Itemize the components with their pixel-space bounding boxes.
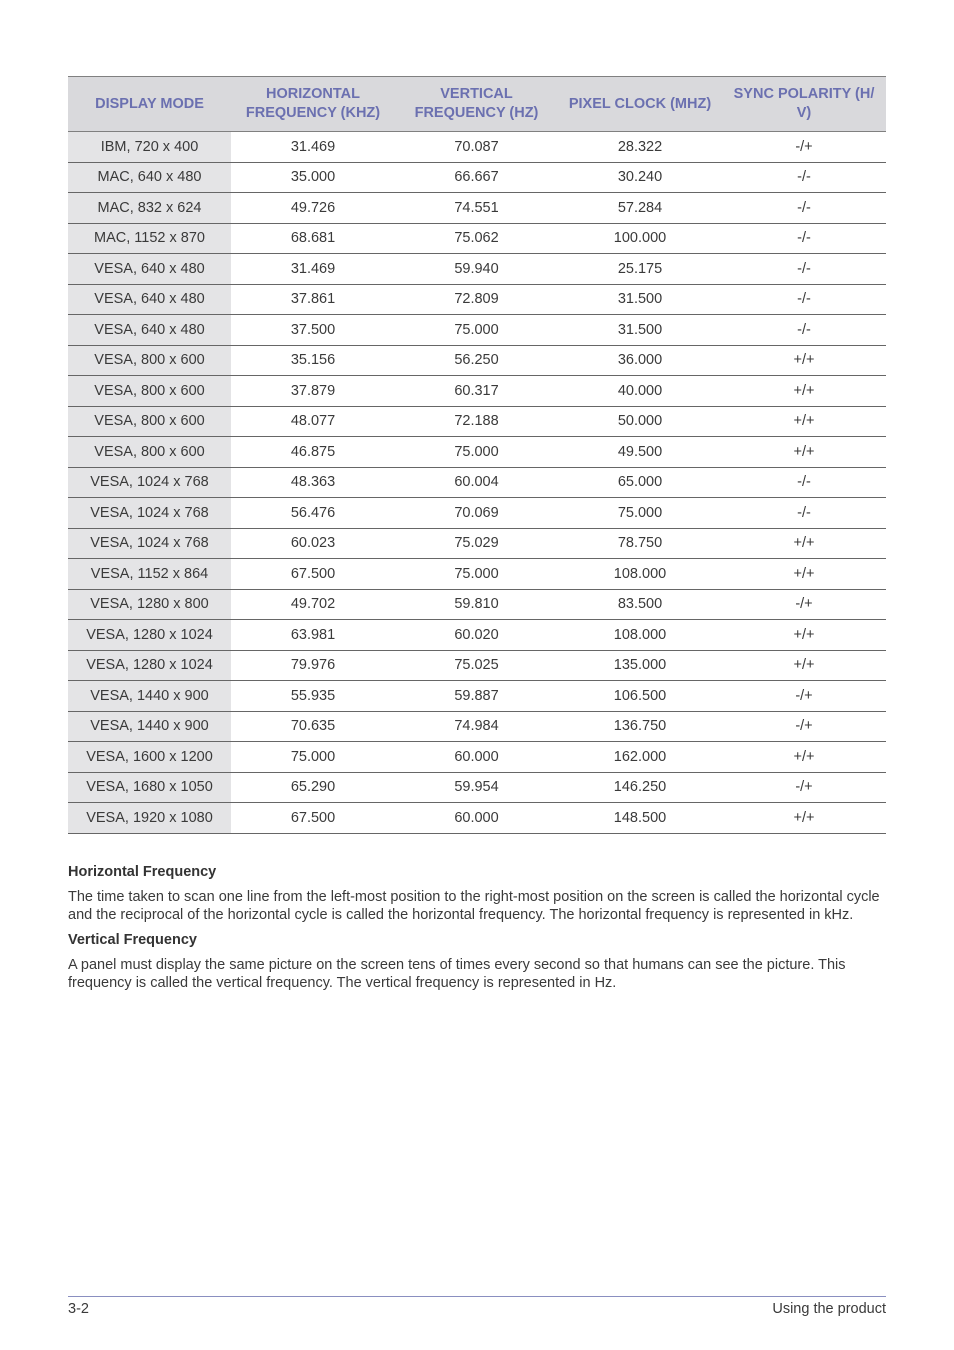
sync-polarity-cell: +/+	[722, 437, 886, 468]
vertical-frequency-cell: 74.551	[395, 193, 558, 224]
display-mode-cell: VESA, 800 x 600	[68, 376, 231, 407]
pixel-clock-cell: 30.240	[558, 162, 722, 193]
horizontal-frequency-cell: 37.861	[231, 284, 395, 315]
display-mode-cell: MAC, 832 x 624	[68, 193, 231, 224]
sync-polarity-cell: +/+	[722, 376, 886, 407]
table-row	[68, 223, 886, 254]
vertical-frequency-cell: 70.069	[395, 498, 558, 529]
table-row	[68, 803, 886, 834]
table-body	[68, 132, 886, 834]
pixel-clock-cell: 31.500	[558, 284, 722, 315]
sync-polarity-cell: -/-	[722, 162, 886, 193]
horizontal-frequency-cell: 67.500	[231, 559, 395, 590]
pixel-clock-cell: 49.500	[558, 437, 722, 468]
table-row	[68, 406, 886, 437]
display-mode-cell: VESA, 1440 x 900	[68, 711, 231, 742]
table-row	[68, 742, 886, 773]
horizontal-frequency-cell: 49.726	[231, 193, 395, 224]
sync-polarity-cell: -/-	[722, 284, 886, 315]
vertical-frequency-cell: 75.025	[395, 650, 558, 681]
table-row	[68, 559, 886, 590]
pixel-clock-cell: 106.500	[558, 681, 722, 712]
horizontal-frequency-cell: 55.935	[231, 681, 395, 712]
display-mode-cell: VESA, 1920 x 1080	[68, 803, 231, 834]
vertical-frequency-cell: 60.000	[395, 803, 558, 834]
header-sync-polarity: SYNC POLARITY (H/ V)	[722, 77, 886, 132]
pixel-clock-cell: 136.750	[558, 711, 722, 742]
display-mode-cell: VESA, 1680 x 1050	[68, 772, 231, 803]
table-row	[68, 376, 886, 407]
display-mode-cell: VESA, 800 x 600	[68, 406, 231, 437]
table-row	[68, 437, 886, 468]
sync-polarity-cell: -/-	[722, 315, 886, 346]
horizontal-frequency-cell: 65.290	[231, 772, 395, 803]
vertical-frequency-cell: 75.000	[395, 437, 558, 468]
display-mode-cell: VESA, 800 x 600	[68, 345, 231, 376]
vertical-frequency-cell: 60.004	[395, 467, 558, 498]
table-row	[68, 193, 886, 224]
header-vertical-frequency: VERTICAL FREQUENCY (HZ)	[395, 77, 558, 132]
display-mode-cell: MAC, 1152 x 870	[68, 223, 231, 254]
display-mode-cell: VESA, 1280 x 1024	[68, 650, 231, 681]
sync-polarity-cell: +/+	[722, 803, 886, 834]
table-row	[68, 467, 886, 498]
horizontal-frequency-cell: 75.000	[231, 742, 395, 773]
table-row	[68, 315, 886, 346]
display-mode-cell: VESA, 1024 x 768	[68, 528, 231, 559]
table-row	[68, 162, 886, 193]
vertical-frequency-text: A panel must display the same picture on the screen tens of times every second so that humans can see the picture. This frequency is called the vertical frequency. The vertical frequency is represented in Hz.	[68, 956, 846, 991]
horizontal-frequency-text: The time taken to scan one line from the left-most position to the right-most position on the screen is called the horizontal cycle and the reciprocal of the horizontal cycle is called the horizontal frequency. The horizontal frequency is represented in kHz.	[68, 888, 880, 923]
vertical-frequency-heading: Vertical Frequency	[68, 931, 197, 948]
table-row	[68, 528, 886, 559]
sync-polarity-cell: -/+	[722, 772, 886, 803]
vertical-frequency-cell: 60.020	[395, 620, 558, 651]
sync-polarity-cell: -/+	[722, 711, 886, 742]
sync-polarity-cell: -/-	[722, 254, 886, 285]
horizontal-frequency-cell: 31.469	[231, 132, 395, 163]
footer-section-title: Using the product	[772, 1301, 886, 1317]
display-mode-cell: VESA, 1024 x 768	[68, 498, 231, 529]
header-row	[68, 77, 886, 132]
sync-polarity-cell: -/-	[722, 193, 886, 224]
horizontal-frequency-cell: 37.879	[231, 376, 395, 407]
table-header	[68, 77, 886, 132]
header-horizontal-frequency: HORIZONTAL FREQUENCY (KHZ)	[231, 77, 395, 132]
vertical-frequency-cell: 60.317	[395, 376, 558, 407]
pixel-clock-cell: 31.500	[558, 315, 722, 346]
table-row	[68, 589, 886, 620]
horizontal-frequency-cell: 67.500	[231, 803, 395, 834]
sync-polarity-cell: -/-	[722, 223, 886, 254]
table-row	[68, 681, 886, 712]
sync-polarity-cell: +/+	[722, 528, 886, 559]
sync-polarity-cell: +/+	[722, 620, 886, 651]
horizontal-frequency-cell: 63.981	[231, 620, 395, 651]
document-page	[68, 76, 886, 1000]
vertical-frequency-cell: 72.809	[395, 284, 558, 315]
horizontal-frequency-cell: 48.363	[231, 467, 395, 498]
display-modes-table	[68, 76, 886, 834]
table-row	[68, 650, 886, 681]
pixel-clock-cell: 28.322	[558, 132, 722, 163]
pixel-clock-cell: 78.750	[558, 528, 722, 559]
footer-divider	[68, 1296, 886, 1297]
pixel-clock-cell: 75.000	[558, 498, 722, 529]
sync-polarity-cell: -/-	[722, 498, 886, 529]
table-row	[68, 711, 886, 742]
pixel-clock-cell: 36.000	[558, 345, 722, 376]
display-mode-cell: VESA, 1280 x 1024	[68, 620, 231, 651]
table-row	[68, 345, 886, 376]
pixel-clock-cell: 40.000	[558, 376, 722, 407]
pixel-clock-cell: 162.000	[558, 742, 722, 773]
horizontal-frequency-cell: 79.976	[231, 650, 395, 681]
horizontal-frequency-cell: 35.000	[231, 162, 395, 193]
sync-polarity-cell: -/+	[722, 132, 886, 163]
pixel-clock-cell: 148.500	[558, 803, 722, 834]
horizontal-frequency-cell: 48.077	[231, 406, 395, 437]
pixel-clock-cell: 50.000	[558, 406, 722, 437]
vertical-frequency-cell: 60.000	[395, 742, 558, 773]
display-mode-cell: MAC, 640 x 480	[68, 162, 231, 193]
vertical-frequency-cell: 72.188	[395, 406, 558, 437]
vertical-frequency-cell: 59.810	[395, 589, 558, 620]
horizontal-frequency-heading: Horizontal Frequency	[68, 863, 217, 880]
vertical-frequency-cell: 59.887	[395, 681, 558, 712]
pixel-clock-cell: 57.284	[558, 193, 722, 224]
display-mode-cell: IBM, 720 x 400	[68, 132, 231, 163]
header-display-mode: DISPLAY MODE	[68, 77, 231, 132]
display-mode-cell: VESA, 640 x 480	[68, 254, 231, 285]
vertical-frequency-cell: 75.062	[395, 223, 558, 254]
sync-polarity-cell: +/+	[722, 559, 886, 590]
vertical-frequency-cell: 59.940	[395, 254, 558, 285]
page-number: 3-2	[68, 1301, 89, 1317]
horizontal-frequency-cell: 70.635	[231, 711, 395, 742]
sync-polarity-cell: +/+	[722, 345, 886, 376]
table-row	[68, 498, 886, 529]
sync-polarity-cell: -/+	[722, 681, 886, 712]
horizontal-frequency-cell: 46.875	[231, 437, 395, 468]
display-mode-cell: VESA, 1152 x 864	[68, 559, 231, 590]
vertical-frequency-cell: 66.667	[395, 162, 558, 193]
display-mode-cell: VESA, 1600 x 1200	[68, 742, 231, 773]
table-row	[68, 772, 886, 803]
horizontal-frequency-cell: 60.023	[231, 528, 395, 559]
horizontal-frequency-cell: 68.681	[231, 223, 395, 254]
table-row	[68, 284, 886, 315]
sync-polarity-cell: -/+	[722, 589, 886, 620]
pixel-clock-cell: 135.000	[558, 650, 722, 681]
header-pixel-clock: PIXEL CLOCK (MHZ)	[558, 77, 722, 132]
horizontal-frequency-cell: 56.476	[231, 498, 395, 529]
sync-polarity-cell: +/+	[722, 742, 886, 773]
pixel-clock-cell: 65.000	[558, 467, 722, 498]
vertical-frequency-cell: 74.984	[395, 711, 558, 742]
table-row	[68, 132, 886, 163]
sync-polarity-cell: +/+	[722, 650, 886, 681]
horizontal-frequency-cell: 37.500	[231, 315, 395, 346]
display-mode-cell: VESA, 1024 x 768	[68, 467, 231, 498]
vertical-frequency-cell: 59.954	[395, 772, 558, 803]
display-mode-cell: VESA, 1440 x 900	[68, 681, 231, 712]
pixel-clock-cell: 83.500	[558, 589, 722, 620]
table-row	[68, 254, 886, 285]
pixel-clock-cell: 146.250	[558, 772, 722, 803]
vertical-frequency-cell: 56.250	[395, 345, 558, 376]
table-row	[68, 620, 886, 651]
pixel-clock-cell: 108.000	[558, 559, 722, 590]
pixel-clock-cell: 108.000	[558, 620, 722, 651]
horizontal-frequency-cell: 49.702	[231, 589, 395, 620]
pixel-clock-cell: 100.000	[558, 223, 722, 254]
notes-section	[68, 864, 886, 992]
horizontal-frequency-cell: 35.156	[231, 345, 395, 376]
display-mode-cell: VESA, 640 x 480	[68, 315, 231, 346]
sync-polarity-cell: +/+	[722, 406, 886, 437]
vertical-frequency-cell: 75.029	[395, 528, 558, 559]
display-mode-cell: VESA, 1280 x 800	[68, 589, 231, 620]
horizontal-frequency-cell: 31.469	[231, 254, 395, 285]
display-mode-cell: VESA, 640 x 480	[68, 284, 231, 315]
vertical-frequency-cell: 75.000	[395, 315, 558, 346]
pixel-clock-cell: 25.175	[558, 254, 722, 285]
display-mode-cell: VESA, 800 x 600	[68, 437, 231, 468]
vertical-frequency-cell: 75.000	[395, 559, 558, 590]
sync-polarity-cell: -/-	[722, 467, 886, 498]
vertical-frequency-cell: 70.087	[395, 132, 558, 163]
